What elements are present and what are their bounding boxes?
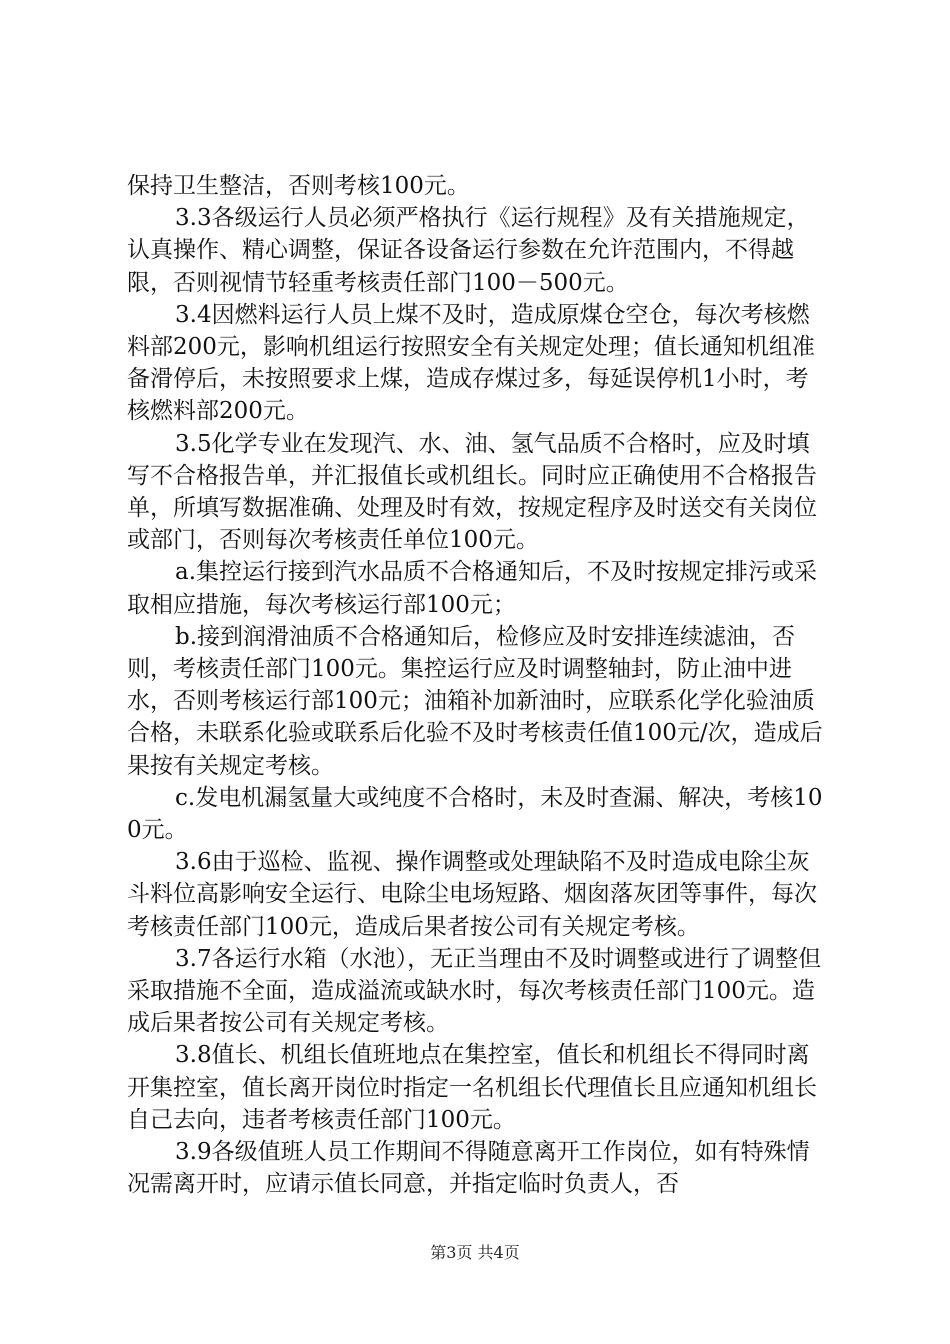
- paragraph-3-9: 3.9各级值班人员工作期间不得随意离开工作岗位，如有特殊情况需离开时，应请示值长同意，并指定临时负责人，否: [127, 1139, 810, 1198]
- paragraph-3-8: 3.8值长、机组长值班地点在集控室，值长和机组长不得同时离开集控室，值长离开岗位时指定一名机组长代理值长且应通知机组长自己去向，违者考核责任部门100元。: [127, 1042, 817, 1133]
- paragraph-3-5-a: a.集控运行接到汽水品质不合格通知后，不及时按规定排污或采取相应措施，每次考核运行部100元；: [127, 559, 818, 618]
- document-body: [127, 170, 830, 1201]
- paragraph-hygiene: 保持卫生整洁，否则考核100元。: [127, 173, 470, 199]
- paragraph-3-5-c: c.发电机漏氢量大或纯度不合格时，未及时查漏、解决，考核100元。: [127, 784, 823, 844]
- paragraph-3-5: 3.5化学专业在发现汽、水、油、氢气品质不合格时，应及时填写不合格报告单，并汇报值长或机组长。同时应正确使用不合格报告单，所填写数据准确、处理及时有效，按规定程序及时送交有关岗位或部门，否则每次考核责任单位100元。: [127, 430, 817, 554]
- paragraph-3-4: 3.4因燃料运行人员上煤不及时，造成原煤仓空仓，每次考核燃料部200元，影响机组运行按照安全有关规定处理；值长通知机组准备滑停后，未按照要求上煤，造成存煤过多，每延误停机1小时，考核燃料部200元。: [127, 301, 815, 425]
- paragraph-3-7: 3.7各运行水箱（水池），无正当理由不及时调整或进行了调整但采取措施不全面，造成溢流或缺水时，每次考核责任部门100元。造成后果者按公司有关规定考核。: [127, 945, 822, 1037]
- paragraph-3-5-b: b.接到润滑油质不合格通知后，检修应及时安排连续滤油，否则，考核责任部门100元。集控运行应及时调整轴封，防止油中进水，否则考核运行部100元；油箱补加新油时，应联系化学化验油质合格，未联系化验或联系后化验不及时考核责任值100元/次，造成后果按有关规定考核。: [127, 623, 823, 779]
- page-number-footer: 第3页 共4页: [430, 1243, 520, 1262]
- paragraph-3-6: 3.6由于巡检、监视、操作调整或处理缺陷不及时造成电除尘灰斗料位高影响安全运行、电除尘电场短路、烟囱落灰团等事件，每次考核责任部门100元，造成后果者按公司有关规定考核。: [127, 849, 817, 940]
- paragraph-3-3: 3.3各级运行人员必须严格执行《运行规程》及有关措施规定，认真操作、精心调整，保证各设备运行参数在允许范围内，不得越限，否则视情节轻重考核责任部门100－500元。: [127, 205, 810, 296]
